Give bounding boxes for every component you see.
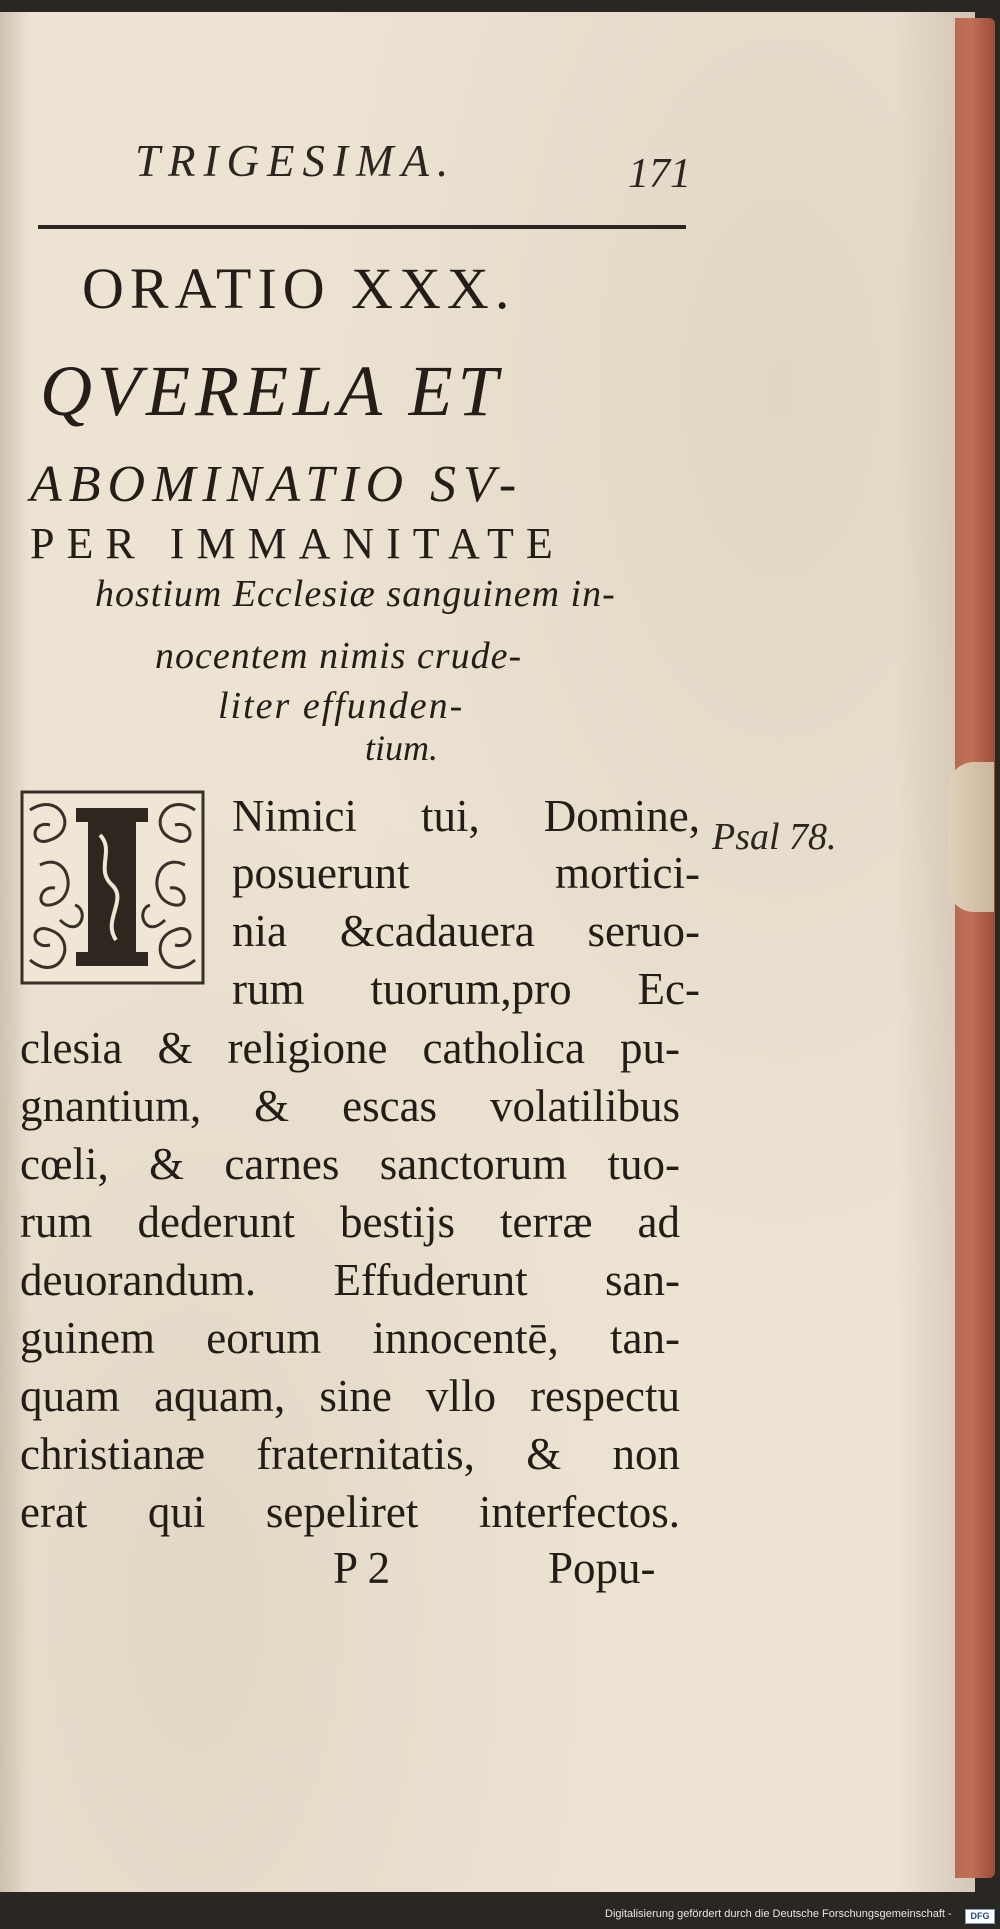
subtitle-line: tium.	[365, 728, 439, 768]
body-line: christianæ fraternitatis, & non	[20, 1429, 680, 1479]
page-edge	[955, 18, 995, 1878]
body-line: clesia & religione catholica pu-	[20, 1023, 680, 1073]
decorated-initial-icon	[20, 790, 205, 985]
body-line: quam aquam, sine vllo respectu	[20, 1371, 680, 1421]
body-line: gnantium, & escas volatilibus	[20, 1081, 680, 1131]
digitization-note: Digitalisierung gefördert durch die Deutsche Forschungsgemeinschaft -	[605, 1908, 952, 1920]
running-head: TRIGESIMA.	[135, 136, 457, 186]
body-line: rum dederunt bestijs terræ ad	[20, 1197, 680, 1247]
subtitle-line: PER IMMANITATE	[30, 519, 565, 568]
body-line: posuerunt mortici-	[232, 848, 700, 898]
signature-mark: P 2	[333, 1543, 391, 1593]
body-line: Nimici tui, Domine,	[232, 791, 700, 841]
page-number: 171	[628, 151, 691, 197]
subtitle-line: liter effunden-	[218, 685, 465, 727]
catchword: Popu-	[548, 1543, 656, 1593]
marginal-note: Psal 78.	[712, 816, 837, 858]
page-title: ORATIO XXX.	[82, 256, 516, 321]
subtitle-line: ABOMINATIO SV-	[30, 456, 524, 513]
dfg-logo: DFG	[965, 1909, 995, 1924]
body-line: deuorandum. Effuderunt san-	[20, 1255, 680, 1305]
subtitle-line: hostium Ecclesiæ sanguinem in-	[95, 573, 616, 615]
body-line: erat qui sepeliret interfectos.	[20, 1487, 680, 1537]
body-line: rum tuorum,pro Ec-	[232, 964, 700, 1014]
body-line: nia &cadauera seruo-	[232, 906, 700, 956]
body-line: guinem eorum innocentē, tan-	[20, 1313, 680, 1363]
body-line: cœli, & carnes sanctorum tuo-	[20, 1139, 680, 1189]
header-rule	[38, 225, 686, 229]
subtitle-line: QVERELA ET	[40, 351, 503, 431]
page-edge-tab	[948, 762, 994, 912]
subtitle-line: nocentem nimis crude-	[155, 635, 523, 677]
